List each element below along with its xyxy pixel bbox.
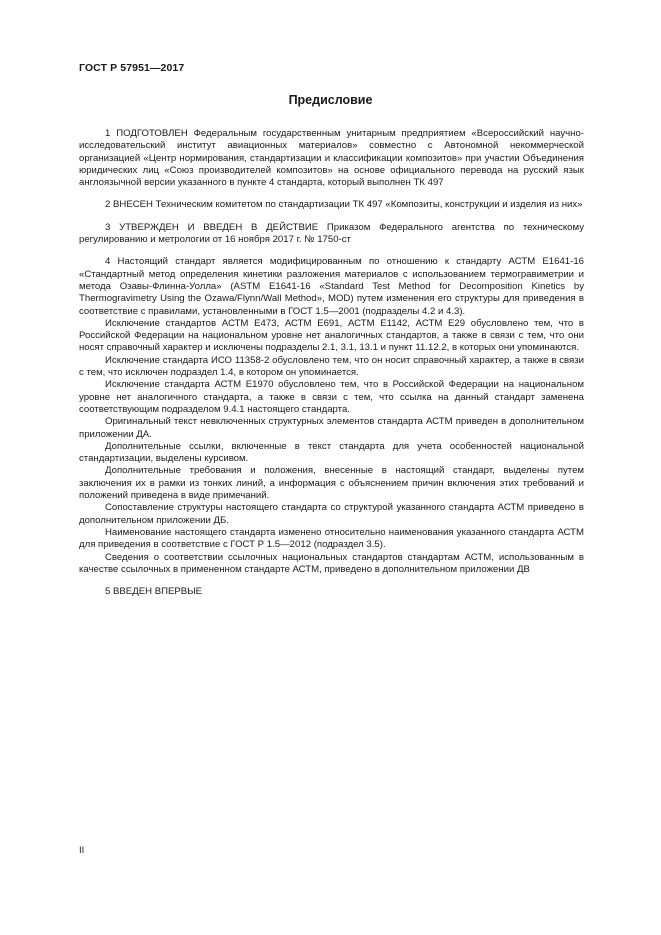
paragraph-additional-refs: Дополнительные ссылки, включенные в текст стандарта для учета особенностей национальной стандартизации, выделены курсивом. [79,440,584,465]
paragraph-additional-reqs: Дополнительные требования и положения, внесенные в настоящий стандарт, выделены путем заключения их в рамки из тонких линий, а информация с объяснением причин включения этих требований и положений приведена в виде примечаний. [79,465,584,502]
paragraph-4-modified: 4 Настоящий стандарт является модифицированным по отношению к стандарту АСТМ Е1641-16 «Стандартный метод определения кинетики разложения материалов с использованием термогравиметрии и метода Озавы-Флинна-Уолла» (ASTM E1641-16 «Standard Test Method for Decomposition Kinetics by Thermogravimetry Using the Ozawa/Flynn/Wall Method», MOD) путем изменения его структуры для приведения в соответствие с правилами, установленными в ГОСТ 1.5—2001 (подразделы 4.2 и 4.3). [79,256,584,317]
paragraph-1-prepared: 1 ПОДГОТОВЛЕН Федеральным государственным унитарным предприятием «Всероссийский научно-исследовательский институт авиационных материалов» совместно с Автономной некоммерческой организацией «Центр нормирования, стандартизации и классификации композитов» при участии Объединения юридических лиц «Союз производителей композитов» на основе официального перевода на русский язык англоязычной версии указанного в пункте 4 стандарта, который выполнен ТК 497 [79,128,584,189]
paragraph-exclusion-astm: Исключение стандартов АСТМ Е473, АСТМ Е691, АСТМ Е1142, АСТМ Е29 обусловлено тем, что в Российской Федерации на национальном уровне нет аналогичных стандартов, а также в связи с тем, что они носят справочный характер и исключены подразделы 2.1, 3.1, 13.1 и пункт 11.12.2, в которых они упоминаются. [79,317,584,354]
page-title: Предисловие [288,93,373,107]
paragraph-references-info: Сведения о соответствии ссылочных национальных стандартов стандартам АСТМ, использованным в качестве ссылочных в примененном стандарте АСТМ, приведено в дополнительном приложении ДВ [79,551,584,575]
page-number: II [79,845,85,856]
foreword-body [79,128,584,598]
paragraph-2-introduced: 2 ВНЕСЕН Техническим комитетом по стандартизации ТК 497 «Композиты, конструкции и изделия из них» [105,199,583,211]
paragraph-5-first-time: 5 ВВЕДЕН ВПЕРВЫЕ [105,586,203,598]
paragraph-exclusion-e1970: Исключение стандарта АСТМ Е1970 обусловлено тем, что в Российской Федерации на национальном уровне нет аналогичного стандарта, а также в связи с тем, что ссылка на данный стандарт заменена соответствующим подразделом 9.4.1 настоящего стандарта. [79,379,584,415]
paragraph-exclusion-iso: Исключение стандарта ИСО 11358-2 обусловлено тем, что он носит справочный характер, а также в связи с тем, что исключен подраздел 1.4, в котором он упоминается. [79,354,584,379]
paragraph-name-change: Наименование настоящего стандарта изменено относительно наименования указанного стандарта АСТМ для приведения в соответствие с ГОСТ Р 1.5—2012 (подраздел 3.5). [79,526,584,551]
paragraph-3-approved: 3 УТВЕРЖДЕН И ВВЕДЕН В ДЕЙСТВИЕ Приказом Федерального агентства по техническому регулированию и метрологии от 16 ноября 2017 г. № 1750-ст [79,221,584,246]
paragraph-original-text: Оригинальный текст невключенных структурных элементов стандарта АСТМ приведен в дополнительном приложении ДА. [79,416,584,440]
paragraph-structure-comparison: Сопоставление структуры настоящего стандарта со структурой указанного стандарта АСТМ приведено в дополнительном приложении ДБ. [79,502,584,526]
document-code: ГОСТ Р 57951—2017 [79,62,185,74]
